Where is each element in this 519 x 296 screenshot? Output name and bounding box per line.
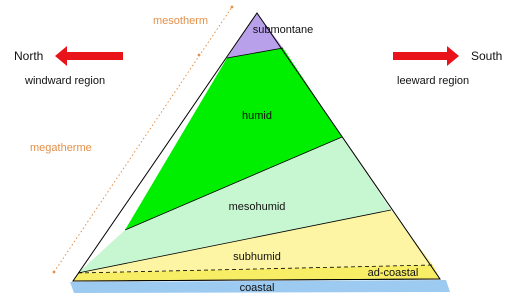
thermal-tick-top <box>231 6 234 9</box>
label-ad-coastal: ad-coastal <box>367 267 419 279</box>
label-south: South <box>471 49 503 63</box>
label-leeward-region: leeward region <box>397 75 470 87</box>
label-mesotherm: mesotherm <box>153 15 209 27</box>
label-mesohumid: mesohumid <box>228 201 286 213</box>
south-arrow-icon <box>393 46 459 66</box>
label-megatherme: megatherme <box>30 142 92 154</box>
north-arrow-icon <box>55 46 123 66</box>
label-subhumid: subhumid <box>233 251 281 263</box>
label-submontane: submontane <box>252 24 314 36</box>
thermal-tick-middle <box>198 54 201 57</box>
label-humid: humid <box>242 110 272 122</box>
label-windward-region: windward region <box>25 75 106 87</box>
label-coastal: coastal <box>239 282 275 294</box>
label-north: North <box>14 49 44 63</box>
thermal-tick-bottom <box>53 271 56 274</box>
